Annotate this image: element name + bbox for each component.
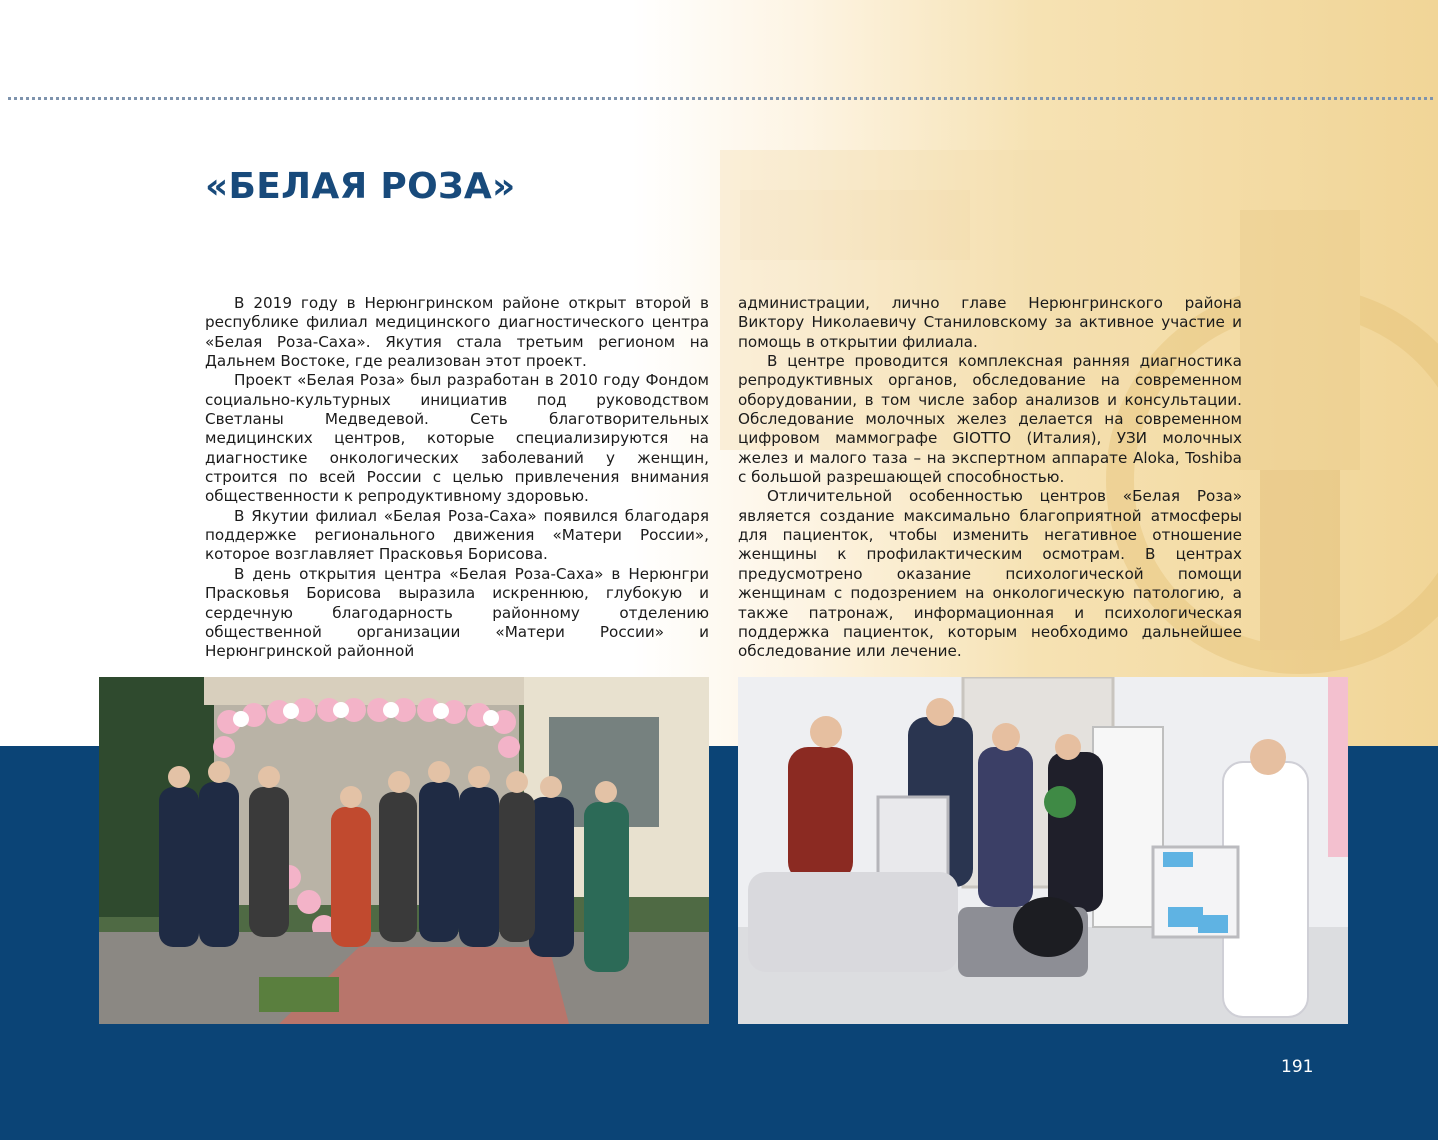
left-paragraph-2: Проект «Белая Роза» был разработан в 2010 году Фондом социально-культурных инициатив под руководством Светланы Медведевой. Сеть благотворительных медицинских центров, которые специализируются на диагностике онкологических заболеваний у женщин, строится по всей России с целью привлечения внимания общественности к репродуктивному здоровью. xyxy=(205,371,709,506)
right-text-column xyxy=(738,294,1242,662)
dotted-divider xyxy=(8,97,1433,100)
left-paragraph-3: В Якутии филиал «Белая Роза-Саха» появился благодаря поддержке регионального движения «Матери России», которое возглавляет Прасковья Борисова. xyxy=(205,506,709,564)
right-paragraph-2: В центре проводится комплексная ранняя диагностика репродуктивных органов, обследование на современном оборудовании, в том числе забор анализов и консультации. Обследование молочных желез делается на современном цифровом маммографе GIOTTO (Италия), УЗИ молочных желез и малого таза – на экспертном аппарате Aloka, Toshiba с большой разрешающей способностью. xyxy=(738,352,1242,487)
page-title: «БЕЛАЯ РОЗА» xyxy=(205,166,516,207)
page-number: 191 xyxy=(1281,1057,1314,1077)
left-text-column xyxy=(205,294,709,662)
right-paragraph-3: Отличительной особенностью центров «Белая Роза» является создание максимально благоприятной атмосферы для пациенток, чтобы изменить негативное отношение женщины к профилактическим осмотрам. В центрах предусмотрено оказание психологической помощи женщинам с подозрением на онкологическую патологию, а также патронаж, информационная и психологическая поддержка пациенток, которым необходимо дальнейшее обследование или лечение. xyxy=(738,487,1242,661)
diagnostic-room-photo xyxy=(738,677,1348,1024)
opening-ceremony-group-photo xyxy=(99,677,709,1024)
left-paragraph-1: В 2019 году в Нерюнгринском районе открыт второй в республике филиал медицинского диагностического центра «Белая Роза-Саха». Якутия стала третьим регионом на Дальнем Востоке, где реализован этот проект. xyxy=(205,294,709,371)
right-paragraph-1: администрации, лично главе Нерюнгринского района Виктору Николаевичу Станиловскому за активное участие и помощь в открытии филиала. xyxy=(738,294,1242,351)
left-paragraph-4: В день открытия центра «Белая Роза-Саха» в Нерюнгри Прасковья Борисова выразила искреннюю, глубокую и сердечную благодарность районному отделению общественной организации «Матери России» и Нерюнгринской районной xyxy=(205,564,709,661)
